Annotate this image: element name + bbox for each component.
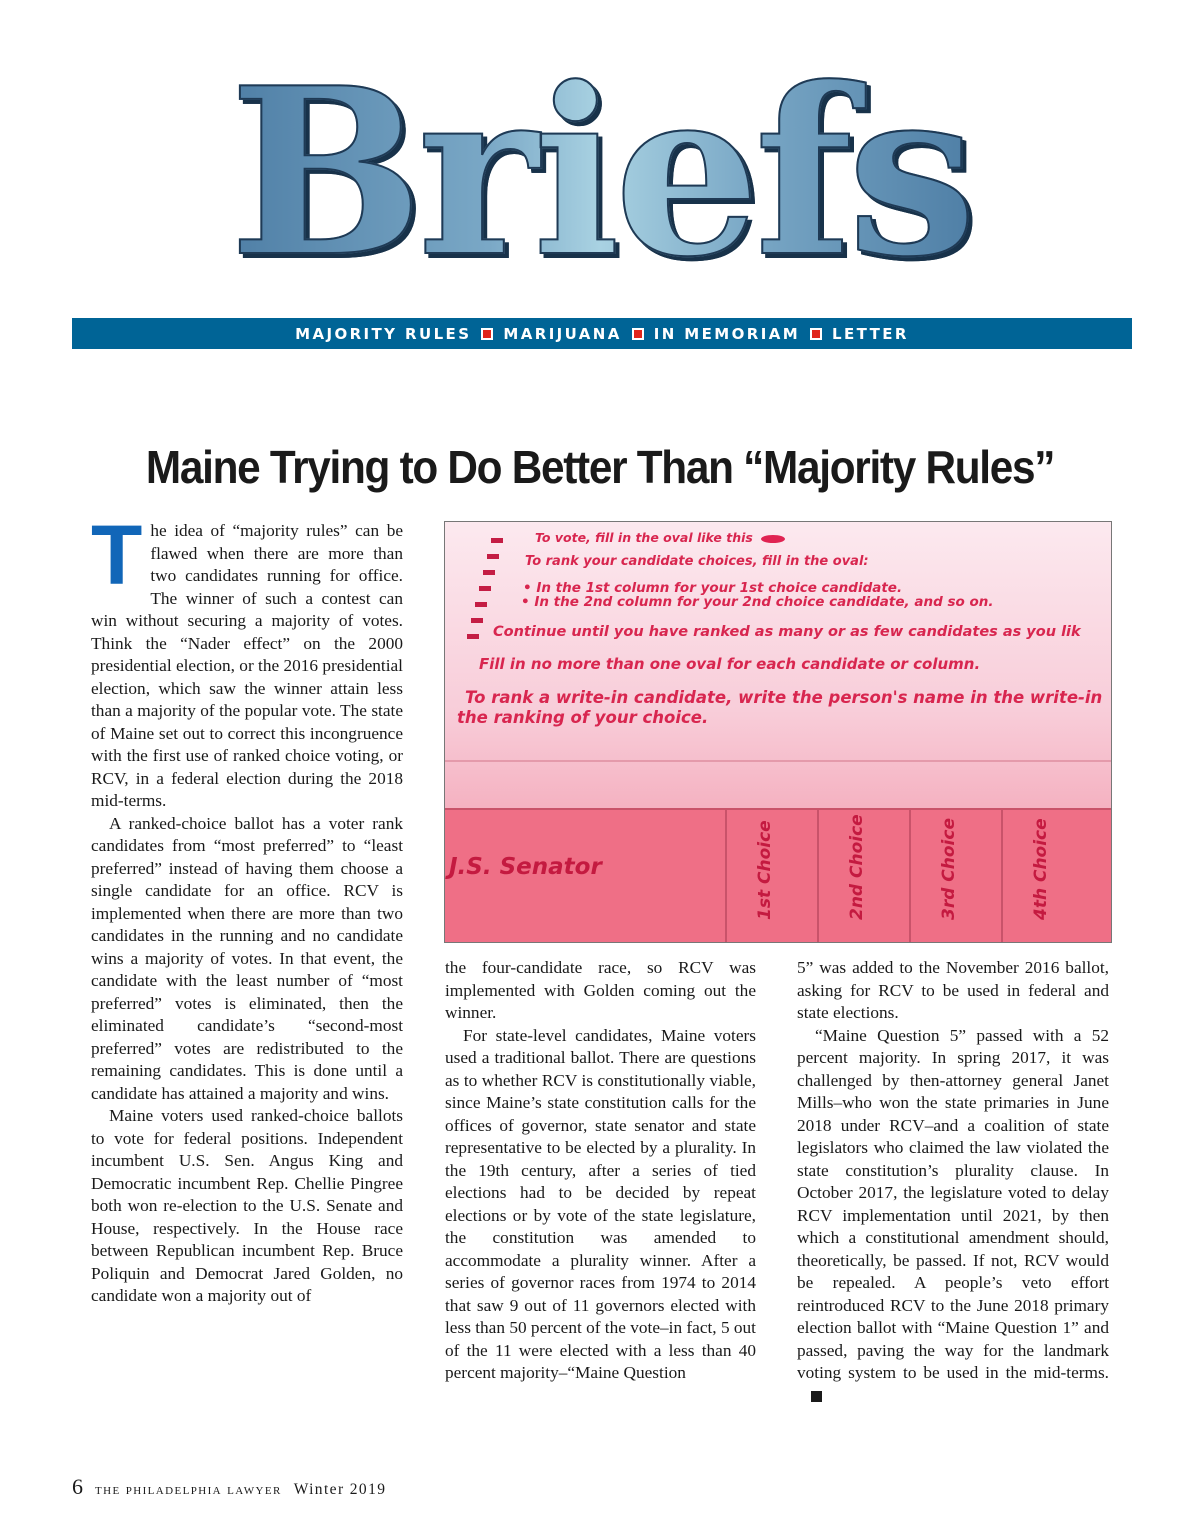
ballot-choice-column: 3rd Choice [909, 810, 1001, 943]
masthead-title: Briefs [229, 38, 971, 308]
article-paragraph: the four-candidate race, so RCV was implemented with Golden coming out the winner. [445, 958, 756, 1022]
topic-majority-rules: MAJORITY RULES [295, 324, 472, 343]
article-paragraph: For state-level candidates, Maine voters used a traditional ballot. There are questions as to whether RCV is constitutionally viable, since Maine’s state constitution calls for the offices of governor, state senator and state representative to be elected by a plurality. In the 19th century, after a series of tied elections had to be decided by repeat elections or by vote of the state legislature, the constitution was amended to accommodate a plurality winner. After a series of governor races from 1974 to 2014 that saw 9 out of 11 governors elected with less than 50 percent of the vote–in fact, 5 out of the 11 were elected with a less than 40 percent majority–“Maine Question [445, 1025, 756, 1382]
topic-separator [632, 328, 644, 340]
filled-oval-icon [761, 535, 785, 543]
ballot-instruction: • In the 1st column for your 1st choice candidate. [523, 580, 903, 596]
page-footer [72, 1474, 386, 1500]
ballot-instruction: the ranking of your choice. [457, 708, 709, 727]
ballot-choice-column: 2nd Choice [817, 810, 909, 943]
article-column-1 [91, 508, 403, 1308]
ballot-race-title: J.S. Senator [449, 854, 602, 880]
page-number: 6 [72, 1474, 83, 1499]
ballot-photo [444, 521, 1112, 943]
topic-marijuana: MARIJUANA [503, 324, 622, 343]
topic-letter: LETTER [832, 324, 909, 343]
ballot-instruction: To vote, fill in the oval like this [535, 530, 785, 545]
ballot-instruction: Continue until you have ranked as many or as few candidates as you lik [493, 624, 1081, 640]
ballot-instruction: To rank a write-in candidate, write the person's name in the write-in [465, 688, 1103, 707]
ballot-instruction: • In the 2nd column for your 2nd choice candidate, and so on. [521, 594, 994, 610]
topic-bar [72, 318, 1132, 349]
article-paragraph: 5” was added to the November 2016 ballot, asking for RCV to be used in federal and state elections. [797, 958, 1109, 1022]
ballot-race-table [445, 808, 1111, 943]
article-column-3 [797, 957, 1109, 1407]
topic-in-memoriam: IN MEMORIAM [653, 324, 801, 343]
ballot-choice-column: 1st Choice [725, 810, 817, 943]
article-paragraph: The idea of “majority rules” can be flawed when there are more than two candidates running for office. The winner of such a contest can win without securing a majority of votes. Think the “Nader effect” on the 2000 presidential election, or the 2016 presidential election, which saw the winner attain less than a majority of the popular vote. The state of Maine set out to correct this incongruence with the first use of ranked choice voting, or RCV, in a federal election during the 2018 mid-terms. [91, 508, 403, 810]
masthead [0, 38, 1200, 318]
article-paragraph: Maine voters used ranked-choice ballots to vote for federal positions. Independent incumbent U.S. Sen. Angus King and Democratic incumbent Rep. Chellie Pingree both won re-election to the U.S. Senate and House, respectively. In the House race between Republican incumbent Rep. Bruce Poliquin and Democrat Jared Golden, no candidate won a majority out of [91, 1106, 403, 1305]
ballot-instruction: Fill in no more than one oval for each candidate or column. [479, 655, 981, 673]
ballot-divider [445, 760, 1111, 762]
article-paragraph: “Maine Question 5” passed with a 52 percent majority. In spring 2017, it was challenged by then-attorney general Janet Mills–who won the state primaries in June 2018 under RCV–and a coalition of state legislators who claimed the law violated the state constitution’s plurality clause. In October 2017, the legislature voted to delay RCV implementation until 2021, by then which a constitutional amendment should, theoretically, be passed. If not, RCV would be repealed. A people’s veto effort reintroduced RCV to the June 2018 primary election ballot with “Maine Question 1” and passed, paving the way for the landmark voting system to be used in the mid-terms. [797, 1025, 1109, 1408]
article-paragraph: A ranked-choice ballot has a voter rank candidates from “most preferred” to “least preferred” instead of having them choose a single candidate for an office. RCV is implemented when there are more than two candidates in the running and no candidate wins a majority of votes. In that event, the candidate with the least number of “most preferred” votes is eliminated, then the eliminated candidate’s “second-most preferred” votes are redistributed to the remaining candidates. This is done until a candidate has attained a majority and wins. [91, 813, 403, 1103]
issue-date: Winter 2019 [293, 1481, 387, 1498]
ballot-instruction: To rank your candidate choices, fill in the oval: [525, 554, 869, 569]
publication-name: the philadelphia lawyer [95, 1482, 282, 1498]
end-mark-icon [811, 1391, 822, 1402]
topic-separator [810, 328, 822, 340]
ballot-choice-column: 4th Choice [1001, 810, 1093, 943]
topic-separator [481, 328, 493, 340]
article-column-2 [445, 957, 756, 1385]
article-headline: Maine Trying to Do Better Than “Majority Rules” [145, 441, 1055, 493]
drop-cap: T [91, 508, 143, 602]
